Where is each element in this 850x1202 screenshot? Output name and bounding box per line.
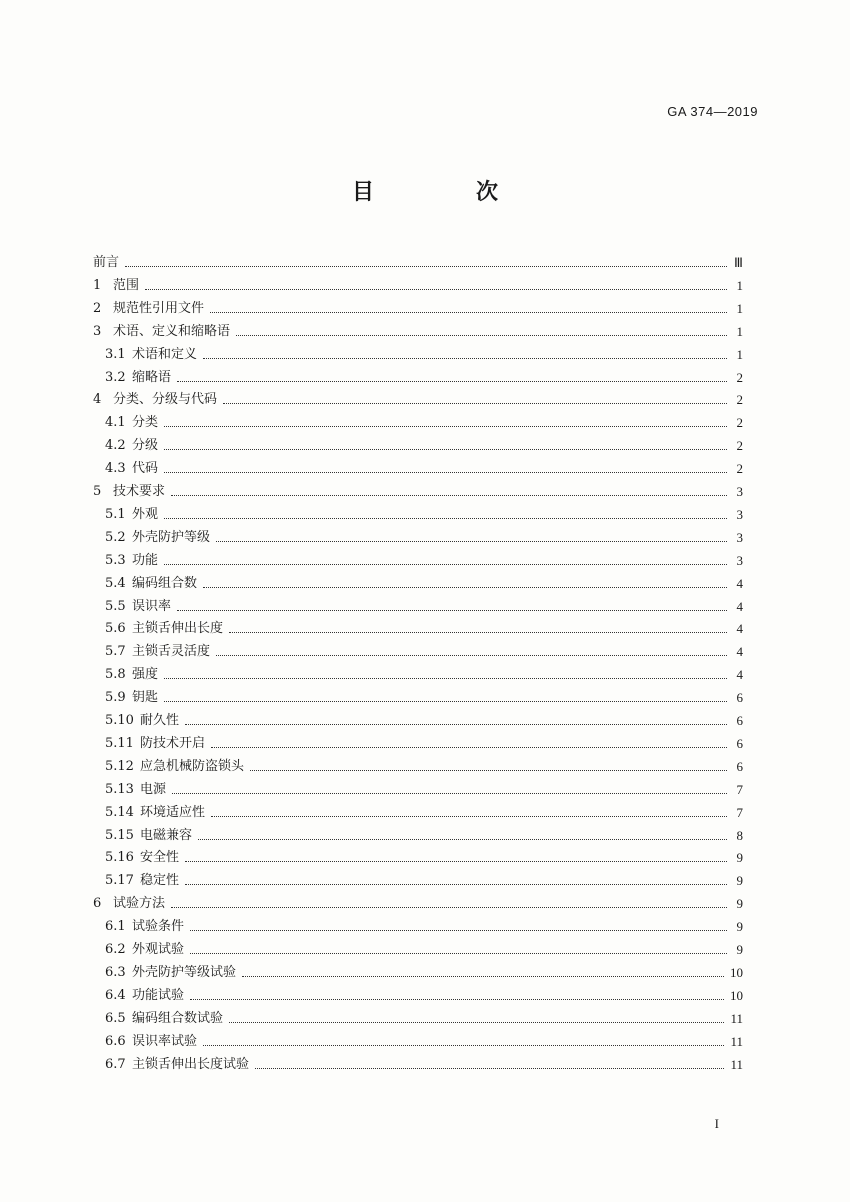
toc-leader-dots — [203, 357, 727, 359]
toc-leader-dots — [255, 1067, 724, 1069]
toc-entry[interactable] — [105, 638, 743, 660]
toc-leader-dots — [145, 288, 727, 290]
toc-entry-label: 代码 — [132, 461, 159, 477]
toc-entry[interactable] — [93, 318, 743, 340]
toc-entry[interactable] — [105, 593, 743, 615]
toc-leader-dots — [216, 654, 727, 656]
toc-leader-dots — [198, 838, 727, 840]
toc-entry-number: 3.2 — [105, 369, 126, 385]
toc-entry-number: 6 — [93, 896, 102, 912]
toc-entry-label: 环境适应性 — [140, 804, 206, 820]
toc-entry-label: 技术要求 — [113, 484, 166, 499]
toc-entry[interactable] — [105, 684, 743, 706]
toc-entry-page: 1 — [736, 300, 743, 316]
toc-entry-number: 5 — [93, 484, 102, 499]
toc-entry-page: 11 — [730, 1010, 743, 1026]
toc-leader-dots — [172, 792, 727, 794]
toc-entry-page: 3 — [736, 506, 743, 522]
toc-leader-dots — [185, 860, 727, 862]
toc-entry-page: 4 — [736, 667, 743, 683]
toc-entry[interactable] — [105, 1051, 743, 1073]
toc-leader-dots — [190, 929, 727, 931]
toc-entry-label: 范围 — [113, 277, 140, 293]
toc-entry-number: 5.12 — [105, 758, 134, 774]
toc-entry-page: 11 — [730, 1056, 743, 1072]
toc-entry-page: 6 — [736, 713, 743, 728]
toc-entry-number: 6.7 — [105, 1056, 126, 1072]
toc-entry[interactable] — [105, 1005, 743, 1027]
toc-entry-number: 4.2 — [105, 438, 126, 454]
toc-entry-number: 5.1 — [105, 506, 126, 522]
toc-entry[interactable] — [105, 753, 743, 775]
toc-entry-page: 6 — [736, 758, 743, 774]
toc-entry-label: 功能 — [132, 552, 159, 568]
toc-entry-number: 5.2 — [105, 529, 126, 545]
toc-entry-page: 9 — [736, 850, 743, 866]
toc-entry-number: 4.1 — [105, 415, 126, 431]
toc-entry-page: 4 — [736, 621, 743, 637]
toc-leader-dots — [229, 1021, 724, 1023]
toc-entry-label: 外观 — [132, 506, 159, 522]
toc-entry-number: 5.11 — [105, 735, 134, 751]
toc-entry-number: 3 — [93, 323, 102, 339]
toc-leader-dots — [190, 952, 727, 954]
toc-entry[interactable] — [105, 982, 743, 1004]
toc-leader-dots — [164, 425, 727, 427]
toc-entry-page: 2 — [736, 461, 743, 477]
toc-entry[interactable] — [105, 730, 743, 752]
toc-leader-dots — [171, 906, 727, 908]
toc-entry[interactable] — [105, 776, 743, 798]
toc-leader-dots — [164, 471, 727, 473]
toc-entry-number: 5.3 — [105, 552, 126, 568]
toc-entry-page: 11 — [730, 1033, 743, 1049]
toc-leader-dots — [216, 540, 727, 542]
toc-entry-number: 6.2 — [105, 942, 126, 957]
toc-leader-dots — [171, 494, 727, 496]
toc-entry[interactable] — [93, 249, 743, 271]
toc-entry[interactable] — [105, 570, 743, 592]
toc-leader-dots — [177, 609, 727, 611]
toc-entry-label: 防技术开启 — [140, 735, 206, 751]
toc-entry-label: 规范性引用文件 — [113, 300, 205, 316]
toc-entry[interactable] — [105, 661, 743, 683]
toc-entry[interactable] — [93, 890, 743, 912]
toc-entry-number: 5.17 — [105, 873, 134, 889]
toc-entry-page: 2 — [736, 392, 743, 408]
toc-title: 目 次 — [351, 180, 538, 205]
toc-leader-dots — [185, 723, 727, 725]
toc-entry-page: 3 — [736, 484, 743, 499]
toc-entry-page: 9 — [736, 919, 743, 935]
toc-entry-page: 9 — [736, 896, 743, 912]
toc-leader-dots — [250, 769, 727, 771]
toc-entry-label: 耐久性 — [140, 713, 180, 728]
toc-entry-number: 5.14 — [105, 804, 134, 820]
toc-entry-page: 10 — [730, 964, 743, 980]
toc-leader-dots — [125, 265, 727, 267]
toc-entry[interactable] — [105, 409, 743, 431]
toc-entry[interactable] — [105, 501, 743, 523]
toc-entry-label: 外观试验 — [132, 942, 185, 957]
toc-entry-number: 5.15 — [105, 827, 134, 843]
toc-entry[interactable] — [105, 615, 743, 637]
toc-entry[interactable] — [105, 524, 743, 546]
toc-entry-page: 2 — [736, 415, 743, 431]
toc-entry-label: 电磁兼容 — [140, 827, 193, 843]
toc-entry[interactable] — [105, 822, 743, 844]
toc-entry[interactable] — [93, 295, 743, 317]
toc-entry[interactable] — [93, 272, 743, 294]
toc-leader-dots — [177, 380, 727, 382]
toc-entry[interactable] — [93, 478, 743, 500]
toc-entry-label: 分类 — [132, 415, 159, 431]
toc-entry-number: 6.3 — [105, 964, 126, 980]
toc-entry-page: 2 — [736, 438, 743, 454]
toc-entry-page: 1 — [736, 277, 743, 293]
toc-leader-dots — [223, 402, 727, 404]
toc-leader-dots — [164, 517, 727, 519]
toc-leader-dots — [185, 883, 727, 885]
toc-entry-number: 5.7 — [105, 644, 126, 660]
toc-entry-label: 电源 — [140, 781, 167, 797]
toc-entry-page: 4 — [736, 598, 743, 614]
toc-entry-page: 9 — [736, 942, 743, 957]
toc-entry-number: 1 — [93, 277, 102, 293]
toc-entry[interactable] — [105, 455, 743, 477]
toc-entry-number: 5.4 — [105, 575, 126, 591]
toc-leader-dots — [229, 631, 727, 633]
toc-entry-number: 4.3 — [105, 461, 126, 477]
toc-entry-page: 7 — [736, 804, 743, 820]
toc-entry-number: 6.1 — [105, 919, 126, 935]
toc-entry[interactable] — [105, 799, 743, 821]
toc-entry-label: 主锁舌伸出长度 — [132, 621, 224, 637]
toc-entry-label: 外壳防护等级试验 — [132, 964, 237, 980]
toc-entry-label: 主锁舌伸出长度试验 — [132, 1056, 250, 1072]
toc-entry-number: 5.9 — [105, 690, 126, 706]
toc-leader-dots — [164, 563, 727, 565]
toc-entry-page: 10 — [730, 987, 743, 1003]
toc-entry-number: 5.10 — [105, 713, 134, 728]
toc-entry-page: 2 — [736, 369, 743, 385]
toc-entry-label: 强度 — [132, 667, 159, 683]
toc-entry-number: 3.1 — [105, 346, 126, 362]
toc-entry-number: 5.13 — [105, 781, 134, 797]
toc-entry-label: 前言 — [93, 255, 120, 270]
toc-entry-label: 试验条件 — [132, 919, 185, 935]
toc-entry-label: 功能试验 — [132, 987, 185, 1003]
toc-entry-number: 5.5 — [105, 598, 126, 614]
toc-leader-dots — [190, 998, 724, 1000]
toc-entry-number: 5.8 — [105, 667, 126, 683]
toc-entry-page: 4 — [736, 644, 743, 660]
toc-entry-page: 6 — [736, 690, 743, 706]
toc-entry-number: 5.16 — [105, 850, 134, 866]
toc-leader-dots — [236, 334, 727, 336]
toc-entry-label: 术语和定义 — [132, 346, 198, 362]
toc-entry-label: 误识率试验 — [132, 1033, 198, 1049]
toc-entry[interactable] — [105, 364, 743, 386]
toc-leader-dots — [242, 975, 724, 977]
toc-entry-number: 6.4 — [105, 987, 126, 1003]
toc-entry-label: 应急机械防盗锁头 — [140, 758, 245, 774]
toc-entry[interactable] — [105, 913, 743, 935]
toc-entry[interactable] — [105, 547, 743, 569]
toc-leader-dots — [203, 586, 727, 588]
toc-leader-dots — [164, 700, 727, 702]
toc-entry[interactable] — [105, 959, 743, 981]
toc-leader-dots — [164, 677, 727, 679]
toc-entry-page: 8 — [736, 827, 743, 843]
toc-entry-page: 9 — [736, 873, 743, 889]
toc-entry-label: 外壳防护等级 — [132, 529, 211, 545]
toc-leader-dots — [164, 448, 727, 450]
toc-entry[interactable] — [105, 1028, 743, 1050]
toc-entry[interactable] — [105, 844, 743, 866]
toc-entry-label: 稳定性 — [140, 873, 180, 889]
toc-entry-label: 编码组合数试验 — [132, 1010, 224, 1026]
document-code: GA 374—2019 — [667, 104, 758, 119]
toc-entry-page: 3 — [736, 529, 743, 545]
toc-entry-label: 误识率 — [132, 598, 172, 614]
toc-entry-page: 1 — [736, 323, 743, 339]
toc-entry-number: 2 — [93, 300, 102, 316]
toc-leader-dots — [203, 1044, 724, 1046]
toc-entry-label: 缩略语 — [132, 369, 172, 385]
toc-entry[interactable] — [105, 867, 743, 889]
toc-leader-dots — [211, 815, 727, 817]
toc-entry-page: 3 — [736, 552, 743, 568]
toc-entry-page: 7 — [736, 781, 743, 797]
toc-entry-number: 5.6 — [105, 621, 126, 637]
toc-entry-label: 安全性 — [140, 850, 180, 866]
toc-entry-label: 试验方法 — [113, 896, 166, 912]
toc-entry-label: 钥匙 — [132, 690, 159, 706]
toc-entry-label: 主锁舌灵活度 — [132, 644, 211, 660]
toc-entry-page: 4 — [736, 575, 743, 591]
toc-entry-number: 4 — [93, 392, 102, 408]
toc-entry[interactable] — [105, 432, 743, 454]
toc-entry-label: 编码组合数 — [132, 575, 198, 591]
toc-entry-page: 6 — [736, 735, 743, 751]
toc-entry-number: 6.5 — [105, 1010, 126, 1026]
page-folio: I — [714, 1116, 719, 1131]
toc-entry-label: 术语、定义和缩略语 — [113, 323, 231, 339]
toc-leader-dots — [211, 746, 727, 748]
toc-entry[interactable] — [105, 936, 743, 958]
toc-entry-page: Ⅲ — [734, 255, 743, 270]
toc-entry-number: 6.6 — [105, 1033, 126, 1049]
toc-entry-page: 1 — [736, 346, 743, 362]
toc-entry-label: 分级 — [132, 438, 159, 454]
toc-entry[interactable] — [105, 707, 743, 729]
toc-entry[interactable] — [93, 386, 743, 408]
toc-leader-dots — [210, 311, 727, 313]
toc-entry[interactable] — [105, 341, 743, 363]
toc-entry-label: 分类、分级与代码 — [113, 392, 218, 408]
